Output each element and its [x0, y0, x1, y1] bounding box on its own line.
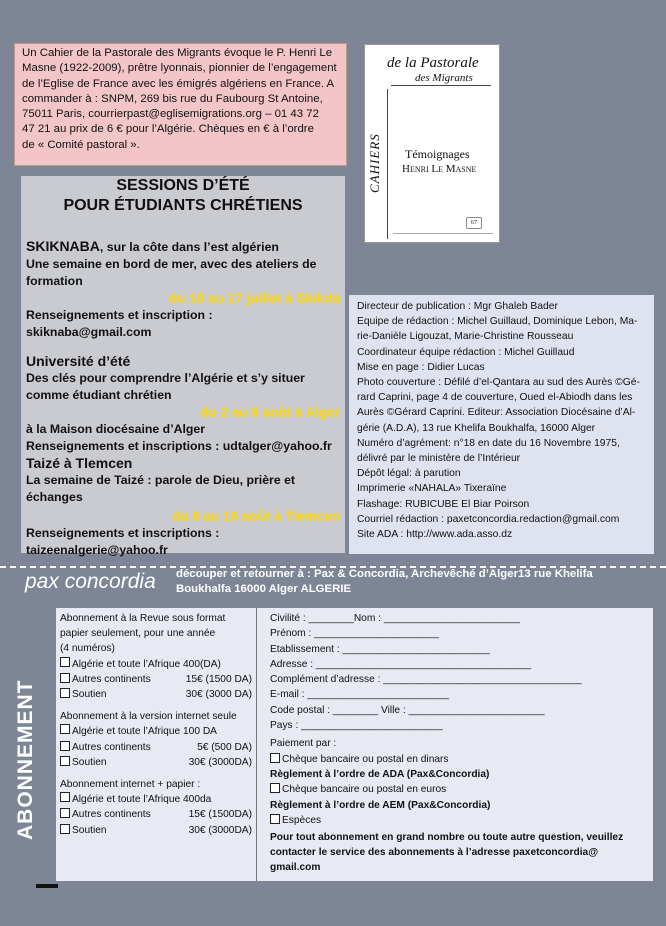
option-price: 30€ (3000DA) [188, 824, 252, 836]
cover-vertical-title: CAHIERS [367, 133, 382, 193]
announcement-line: Un Cahier de la Pastorale des Migrants évoque le P. Henri Le [22, 47, 333, 59]
offer-title: Abonnement à la version internet seule [60, 711, 237, 723]
checkbox[interactable] [270, 783, 280, 793]
checkbox[interactable] [60, 741, 70, 751]
session-title-rest: , sur la côte dans l’est algérien [99, 240, 279, 254]
announcement-line: 75011 Paris, courrierpast@eglisemigrations.org – 01 43 72 [22, 108, 319, 121]
credit-line: Mise en page : Didier Lucas [357, 361, 485, 373]
payment-heading: Paiement par : [270, 738, 337, 750]
offer-option[interactable] [60, 657, 252, 672]
announcement-line: de « Comité pastoral ». [22, 138, 140, 151]
option-label: Algérie et toute l’Afrique 400da [72, 794, 212, 806]
session-contact: Renseignements et inscriptions : [26, 526, 220, 540]
pax-concordia-logo: pax concordia [25, 570, 156, 593]
credit-line: Aurès ©Gérard Caprini. Editeur: Association Diocésaine d’Al- [357, 407, 636, 419]
announcement-line: de l’Eglise de France avec les émigrés algériens en France. A [22, 77, 335, 90]
option-label: Autres continents [72, 809, 151, 821]
offer-option[interactable] [60, 823, 252, 838]
subscription-offers [56, 608, 257, 881]
session-dates: du 2 au 9 août à Alger [200, 405, 340, 420]
checkbox[interactable] [60, 673, 70, 683]
session-universite [26, 353, 340, 455]
payment-order-ada: Règlement à l’ordre de ADA (Pax&Concordia) [270, 768, 490, 780]
offer-internet [60, 709, 252, 770]
return-address [176, 567, 646, 597]
credit-line: Numéro d’agrément: n°18 en date du 16 Novembre 1975, [357, 437, 620, 449]
contact-note: Pour tout abonnement en grand nombre ou toute autre question, veuillez contacter le service des abonnements à l’adresse paxetconcordia@ gmail.com [270, 832, 624, 874]
book-announcement [14, 43, 347, 166]
session-description: Des clés pour comprendre l’Algérie et s’y situer comme étudiant chrétien [26, 371, 305, 402]
announcement-line: commander à : SNPM, 269 bis rue du Faubourg St Antoine, [22, 92, 323, 105]
offer-option[interactable] [60, 687, 252, 702]
publication-credits [349, 295, 654, 554]
session-contact: Renseignements et inscriptions : udtalger@yahoo.fr [26, 439, 332, 453]
checkbox[interactable] [60, 808, 70, 818]
option-label: Algérie et toute l’Afrique 400(DA) [72, 658, 221, 670]
credit-line: Photo couverture : Défilé d’el-Qantara au sud des Aurès ©Gé- [357, 377, 640, 389]
option-label: Soutien [72, 756, 107, 768]
payment-option-label: Chèque bancaire ou postal en euros [282, 784, 447, 796]
session-dates: du 8 au 16 août à Tlemcen [171, 509, 340, 524]
credit-line: délivré par le ministère de l’Intérieur [357, 453, 521, 465]
credit-line: Coordinateur équipe rédaction : Michel Guillaud [357, 346, 575, 358]
offer-paper [60, 611, 252, 702]
pays-field[interactable]: Pays : _________________________ [270, 720, 443, 732]
payment-option-label: Espèces [282, 814, 322, 826]
cover-subtitle: des Migrants [415, 72, 473, 84]
credit-line: rard Caprini, page 4 de couverture, Oued el-Abiodh dans les [357, 392, 633, 404]
announcement-line: Masne (1922-2009), prêtre lyonnais, pionnier de l’engagement [22, 62, 337, 75]
summer-sessions [21, 176, 345, 557]
credit-line: Equipe de rédaction : Michel Guillaud, Dominique Lebon, Ma- [357, 316, 638, 328]
checkbox[interactable] [270, 753, 280, 763]
payment-option-euros[interactable] [270, 782, 646, 797]
offer-combined [60, 777, 252, 838]
payment-option-cash[interactable] [270, 813, 646, 828]
credit-line: Flashage: RUBICUBE El Biar Poirson [357, 498, 530, 510]
option-price: 30€ (3000DA) [188, 756, 252, 768]
checkbox[interactable] [60, 792, 70, 802]
adresse-field[interactable]: Adresse : ______________________________________ [270, 658, 532, 670]
credit-line: Dépôt légal: à parution [357, 468, 461, 480]
offer-option[interactable] [60, 807, 252, 822]
option-price: 30€ (3000 DA) [185, 689, 252, 701]
offer-title: Abonnement à la Revue sous format papier seulement, pour une année [60, 613, 226, 640]
postal-city-field[interactable]: Code postal : ________ Ville : ________________________ [270, 704, 545, 716]
credit-line: Imprimerie «NAHALA» Tixeraïne [357, 483, 507, 495]
return-address-line: découper et retourner à : Pax & Concordia, Archevêché d’Alger13 rue Khelifa [176, 568, 593, 580]
cover-issue-badge: 67 [466, 217, 482, 229]
session-description: La semaine de Taizé : parole de Dieu, prière et échanges [26, 473, 296, 504]
credit-line: rie-Danièle Ligouzat, Marie-Christine Rousseau [357, 331, 574, 343]
session-contact: Renseignements et inscription : skiknaba@gmail.com [26, 308, 213, 339]
sessions-heading [26, 176, 340, 216]
offer-option[interactable] [60, 672, 252, 687]
session-taize [26, 455, 340, 559]
etablissement-field[interactable]: Etablissement : __________________________ [270, 643, 490, 655]
checkbox[interactable] [60, 688, 70, 698]
session-title: Université d’été [26, 353, 131, 369]
session-title: Taizé à Tlemcen [26, 455, 133, 471]
abonnement-label: ABONNEMENT [14, 679, 37, 841]
option-label: Autres continents [72, 741, 151, 753]
offer-option[interactable] [60, 792, 252, 807]
offer-subtitle: (4 numéros) [60, 643, 115, 655]
credit-line: Directeur de publication : Mgr Ghaleb Bader [357, 301, 558, 312]
subscription-form [56, 608, 653, 881]
option-label: Autres continents [72, 673, 151, 685]
checkbox[interactable] [60, 724, 70, 734]
cover-title: de la Pastorale [387, 55, 479, 71]
option-price: 15€ (1500DA) [188, 809, 252, 821]
option-label: Soutien [72, 689, 107, 701]
cover-footer-rule [393, 233, 493, 238]
session-dates: du 10 au 17 juillet à Skikda [168, 291, 340, 306]
payment-order-aem: Règlement à l’ordre de AEM (Pax&Concordia) [270, 799, 491, 811]
session-title: SKIKNABA [26, 238, 100, 254]
option-label: Algérie et toute l’Afrique 100 DA [72, 726, 217, 738]
session-description: Une semaine en bord de mer, avec des ateliers de formation [26, 257, 317, 288]
checkbox[interactable] [60, 824, 70, 834]
session-skiknaba [26, 238, 340, 341]
payment-option-dinars[interactable] [270, 752, 646, 767]
cover-heading: Témoignages [405, 147, 470, 161]
email-field[interactable]: E-mail : _________________________ [270, 689, 450, 701]
offer-option[interactable] [60, 755, 252, 770]
book-cover [364, 44, 500, 243]
session-contact-email: taizeenalgerie@yahoo.fr [26, 543, 168, 557]
offer-option[interactable] [60, 740, 252, 755]
checkbox[interactable] [60, 756, 70, 766]
subscriber-details [264, 608, 652, 881]
civilite-name-field[interactable]: Civilité : ________Nom : ________________________ [270, 613, 520, 624]
prenom-field[interactable]: Prénom : ______________________ [270, 628, 439, 640]
sessions-heading-line: POUR ÉTUDIANTS CHRÉTIENS [63, 197, 303, 214]
option-price: 15€ (1500 DA) [185, 673, 252, 685]
checkbox[interactable] [60, 657, 70, 667]
credit-line: gérie (A.D.A), 13 rue Khelifa Boukhalfa, 16000 Alger [357, 422, 596, 434]
session-location: à la Maison diocésaine d’Alger [26, 422, 206, 436]
option-label: Soutien [72, 824, 107, 836]
credit-line: Courriel rédaction : paxetconcordia.redaction@gmail.com [357, 513, 620, 525]
complement-field[interactable]: Complément d’adresse : ___________________________________ [270, 674, 582, 686]
cover-rule [391, 85, 491, 86]
announcement-line: 47 21 au prix de 6 € pour l’Algérie. Chèques en € à l’ordre [22, 123, 314, 136]
payment-option-label: Chèque bancaire ou postal en dinars [282, 753, 449, 765]
offer-option[interactable] [60, 724, 252, 739]
checkbox[interactable] [270, 814, 280, 824]
return-address-line: Boukhalfa 16000 Alger ALGERIE [176, 583, 352, 595]
credit-line: Site ADA : http://www.ada.asso.dz [357, 529, 513, 541]
decorative-bar [36, 884, 58, 888]
cover-author: Henri Le Masne [402, 163, 477, 175]
option-price: 5€ (500 DA) [197, 741, 252, 753]
sessions-heading-line: SESSIONS D’ÉTÉ [116, 177, 250, 194]
offer-title: Abonnement internet + papier : [60, 779, 201, 791]
